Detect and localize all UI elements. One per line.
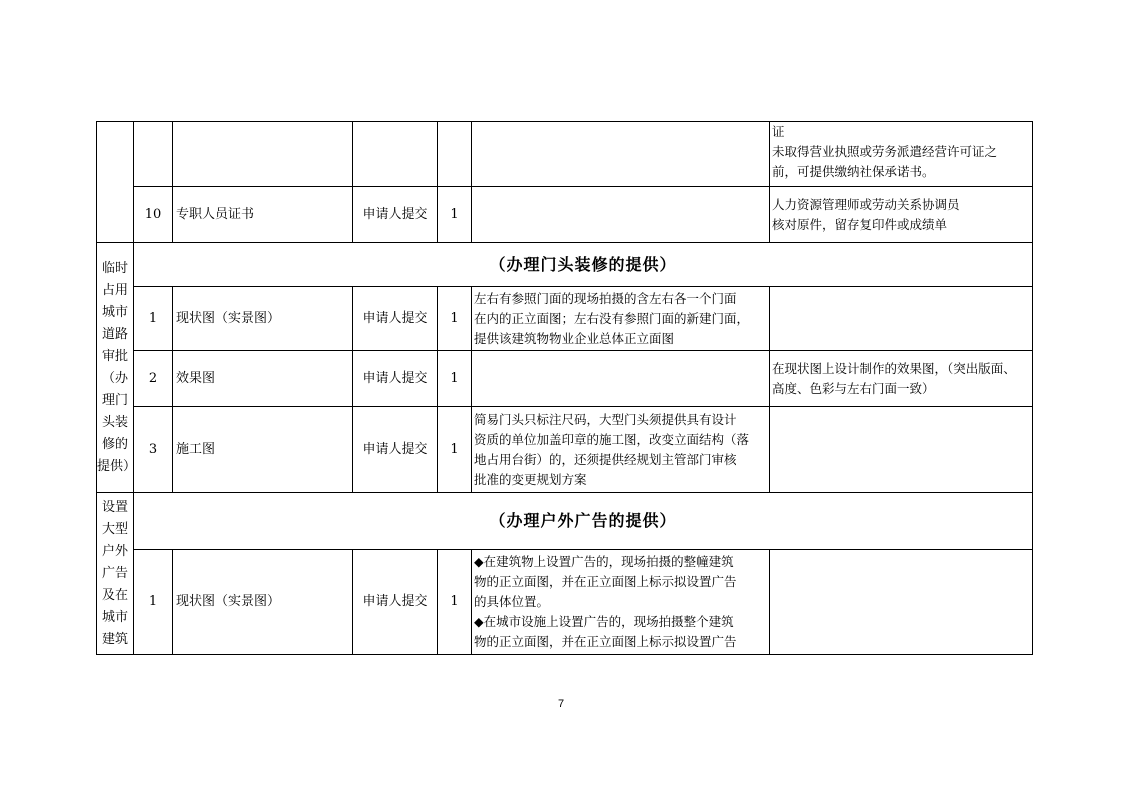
item-requirement xyxy=(472,351,770,407)
item-note xyxy=(770,407,1033,493)
section-heading: （办理户外广告的提供） xyxy=(134,493,1033,550)
category-cell xyxy=(97,243,137,493)
category-line: 城市 xyxy=(101,609,128,625)
note-line: 未取得营业执照或劳务派遣经营许可证之 xyxy=(772,144,998,159)
requirement-line: 地占用台街）的，还须提供经规划主管部门审核 xyxy=(474,451,737,467)
category-line: 大型 xyxy=(101,521,128,537)
item-name: 现状图（实景图） xyxy=(173,287,353,351)
item-provider: 申请人提交 xyxy=(353,550,438,655)
category-line: 及在 xyxy=(101,587,128,603)
table-row xyxy=(97,122,1033,187)
requirement-line: 物的正立面图，并在正立面图上标示拟设置广告 xyxy=(474,574,737,589)
item-count: 1 xyxy=(438,407,472,493)
item-requirement xyxy=(472,122,770,187)
note-line: 在现状图上设计制作的效果图，（突出版面、 xyxy=(772,360,1016,376)
table-row xyxy=(97,351,1033,407)
table-row xyxy=(97,287,1033,351)
item-number: 3 xyxy=(134,407,173,493)
category-line: 临时 xyxy=(101,260,128,276)
item-provider: 申请人提交 xyxy=(353,351,438,407)
note-line: 高度、色彩与左右门面一致） xyxy=(772,380,935,396)
note-line: 证 xyxy=(772,124,785,139)
item-provider: 申请人提交 xyxy=(353,287,438,351)
item-requirement xyxy=(472,187,770,243)
item-count: 1 xyxy=(438,351,472,407)
category-line: 修的 xyxy=(101,436,128,452)
category-line: 审批 xyxy=(101,348,128,364)
item-name: 专职人员证书 xyxy=(173,187,353,243)
item-name: 效果图 xyxy=(173,351,353,407)
item-number: 2 xyxy=(134,351,173,407)
category-line: 广告 xyxy=(101,565,128,581)
item-number: 10 xyxy=(134,187,173,243)
item-requirement xyxy=(472,550,770,655)
page-number: 7 xyxy=(557,698,565,710)
note-line: 核对原件，留存复印件或成绩单 xyxy=(772,216,948,232)
item-name: 现状图（实景图） xyxy=(173,550,353,655)
item-provider xyxy=(353,122,438,187)
item-name xyxy=(173,122,353,187)
category-line: （办 xyxy=(101,370,128,386)
item-number: 1 xyxy=(134,287,173,351)
table-row xyxy=(97,407,1033,493)
requirement-line: ◆在建筑物上设置广告的，现场拍摄的整幢建筑 xyxy=(474,554,734,569)
category-line: 占用 xyxy=(101,282,128,298)
table-row xyxy=(97,550,1033,655)
item-note xyxy=(770,187,1033,243)
requirement-line: 在内的正立面图；左右没有参照门面的新建门面， xyxy=(474,310,750,326)
item-provider: 申请人提交 xyxy=(353,407,438,493)
item-count: 1 xyxy=(438,287,472,351)
requirement-line: ◆在城市设施上设置广告的，现场拍摄整个建筑 xyxy=(474,614,734,629)
category-cell-continued xyxy=(97,122,134,243)
note-line: 人力资源管理师或劳动关系协调员 xyxy=(772,196,960,212)
section-heading-row xyxy=(97,493,1033,550)
category-line: 建筑 xyxy=(101,631,128,647)
requirement-line: 提供该建筑物物业企业总体正立面图 xyxy=(474,330,675,346)
item-name: 施工图 xyxy=(173,407,353,493)
item-note xyxy=(770,550,1033,655)
item-count: 1 xyxy=(438,550,472,655)
item-count xyxy=(438,122,472,187)
item-requirement xyxy=(472,407,770,493)
item-number: 1 xyxy=(134,550,173,655)
item-provider: 申请人提交 xyxy=(353,187,438,243)
category-line: 理门 xyxy=(101,392,128,408)
section-heading-row xyxy=(97,243,1033,287)
category-line: 户外 xyxy=(101,543,128,559)
requirement-line: 的具体位置。 xyxy=(474,594,550,609)
item-note xyxy=(770,122,1033,187)
category-line: 提供） xyxy=(97,458,137,474)
requirements-table xyxy=(96,121,1033,655)
item-number xyxy=(134,122,173,187)
section-heading: （办理门头装修的提供） xyxy=(134,243,1033,287)
item-note xyxy=(770,287,1033,351)
category-cell xyxy=(97,493,134,655)
category-line: 头装 xyxy=(101,414,128,430)
note-line: 前，可提供缴纳社保承诺书。 xyxy=(772,164,935,179)
requirement-line: 资质的单位加盖印章的施工图，改变立面结构（落 xyxy=(474,431,750,447)
requirement-line: 左右有参照门面的现场拍摄的含左右各一个门面 xyxy=(474,290,737,306)
category-line: 道路 xyxy=(101,326,128,342)
table-row xyxy=(97,187,1033,243)
requirement-line: 物的正立面图，并在正立面图上标示拟设置广告 xyxy=(474,634,737,649)
requirement-line: 批准的变更规划方案 xyxy=(474,471,587,487)
item-note xyxy=(770,351,1033,407)
category-line: 设置 xyxy=(101,499,128,515)
item-requirement xyxy=(472,287,770,351)
category-line: 城市 xyxy=(101,304,128,320)
item-count: 1 xyxy=(438,187,472,243)
requirement-line: 简易门头只标注尺码，大型门头须提供具有设计 xyxy=(474,411,737,427)
